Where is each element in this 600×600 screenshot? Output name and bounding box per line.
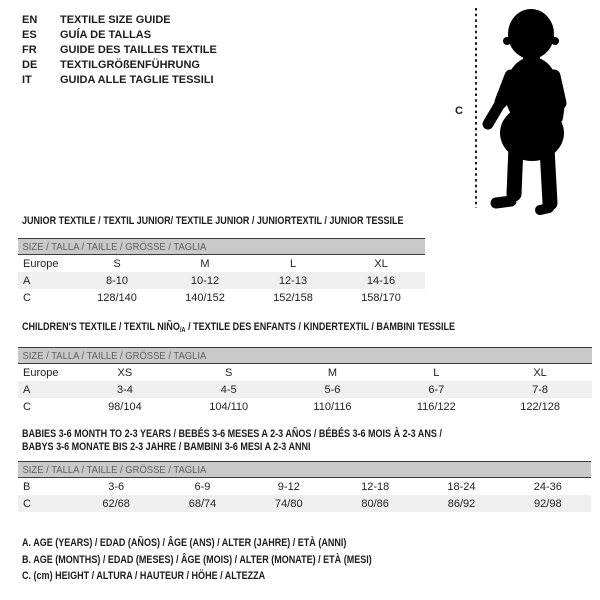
size-cell: S xyxy=(113,257,121,270)
row-label: B xyxy=(23,480,31,493)
size-cell: L xyxy=(289,257,297,270)
lang-text: GUIDE DES TAILLES TEXTILE xyxy=(60,44,217,56)
babies-table-title xyxy=(22,428,534,454)
age-cell: 4-5 xyxy=(220,383,237,396)
height-cell: 80/86 xyxy=(361,497,389,510)
size-cell: XS xyxy=(117,366,133,379)
age-cell: 18-24 xyxy=(447,480,476,493)
lang-text: TEXTILE SIZE GUIDE xyxy=(60,14,171,26)
lang-code: FR xyxy=(22,44,37,56)
height-cell: 152/158 xyxy=(273,291,313,304)
baby-figure xyxy=(448,4,596,216)
table-row xyxy=(18,364,592,381)
row-label: C xyxy=(23,497,31,510)
table-row xyxy=(18,381,592,398)
age-cell: 9-12 xyxy=(277,480,300,493)
age-cell: 5-6 xyxy=(324,383,341,396)
age-cell: 3-4 xyxy=(116,383,133,396)
children-table xyxy=(18,347,592,415)
height-cell: 86/92 xyxy=(447,497,476,510)
lang-code: ES xyxy=(22,29,37,41)
age-cell: 10-12 xyxy=(190,274,220,287)
size-cell: L xyxy=(433,366,440,379)
size-cell: XL xyxy=(533,366,547,379)
age-cell: 12-13 xyxy=(278,274,308,287)
age-cell: 7-8 xyxy=(532,383,549,396)
height-cell: 104/110 xyxy=(209,400,249,413)
title-text: CHILDREN'S TEXTILE / TEXTIL NIÑO xyxy=(22,321,180,333)
size-cell: XL xyxy=(374,257,388,270)
row-label: Europe xyxy=(23,257,59,270)
title-text: / TEXTILE DES ENFANTS / KINDERTEXTIL / BAMBINI TESSILE xyxy=(185,321,456,333)
age-cell: 6-7 xyxy=(428,383,445,396)
children-table-title xyxy=(22,321,455,337)
row-label: A xyxy=(23,383,31,396)
age-cell: 6-9 xyxy=(194,480,211,493)
size-header-band xyxy=(18,347,592,364)
height-label: C xyxy=(455,105,463,117)
age-cell: 12-18 xyxy=(361,480,390,493)
junior-table xyxy=(18,238,425,306)
height-cell: 74/80 xyxy=(275,497,303,510)
height-cell: 116/122 xyxy=(416,400,456,413)
lang-row-fr xyxy=(22,43,217,58)
lang-text: GUIDA ALLE TAGLIE TESSILI xyxy=(60,74,214,86)
table-row xyxy=(18,289,425,306)
lang-row-it xyxy=(22,73,217,88)
row-label: C xyxy=(23,400,31,413)
table-row xyxy=(18,478,591,495)
age-cell: 8-10 xyxy=(105,274,129,287)
note-age-months: B. AGE (MONTHS) / EDAD (MESES) / ÂGE (MOIS) / ALTER (MONATE) / ETÀ (MESI) xyxy=(22,553,372,566)
table-row xyxy=(18,255,425,272)
height-cell: 98/104 xyxy=(108,400,142,413)
size-header-label: SIZE / TALLA / TAILLE / GRÖSSE / TAGLIA xyxy=(22,349,207,362)
lang-row-en xyxy=(22,13,217,28)
size-header-label: SIZE / TALLA / TAILLE / GRÖSSE / TAGLIA xyxy=(22,240,207,253)
lang-text: TEXTILGRÖßENFÜHRUNG xyxy=(60,59,200,71)
height-cell: 68/74 xyxy=(188,497,217,510)
lang-row-de xyxy=(22,58,217,73)
title-subscript: /A xyxy=(179,327,186,334)
height-cell: 110/116 xyxy=(313,400,352,413)
lang-code: EN xyxy=(22,14,38,26)
height-cell: 122/128 xyxy=(520,400,560,413)
note-age-years: A. AGE (YEARS) / EDAD (AÑOS) / ÂGE (ANS) / ALTER (JAHRE) / ETÀ (ANNI) xyxy=(22,537,347,549)
size-cell: S xyxy=(225,366,233,379)
babies-table xyxy=(18,461,591,512)
size-header-band xyxy=(18,238,425,255)
baby-silhouette xyxy=(488,9,564,210)
height-cell: 140/152 xyxy=(185,291,225,304)
size-header-label: SIZE / TALLA / TAILLE / GRÖSSE / TAGLIA xyxy=(22,463,207,476)
lang-code: DE xyxy=(22,59,38,71)
age-cell: 14-16 xyxy=(366,274,396,287)
age-cell: 3-6 xyxy=(108,480,125,493)
size-cell: M xyxy=(200,257,210,270)
table-row xyxy=(18,398,592,415)
lang-text: GUÍA DE TALLAS xyxy=(60,29,152,41)
height-cell: 158/170 xyxy=(361,291,401,304)
lang-row-es xyxy=(22,28,217,43)
legend-notes xyxy=(22,535,449,585)
note-height: C. (cm) HEIGHT / ALTURA / HAUTEUR / HÖHE / ALTEZZA xyxy=(22,570,266,582)
height-cell: 92/98 xyxy=(534,497,562,510)
row-label: Europe xyxy=(23,366,59,379)
title-line-2: BABYS 3-6 MONATE BIS 2-3 JAHRE / BAMBINI 3-6 MESI A 2-3 ANNI xyxy=(22,441,311,453)
height-cell: 62/68 xyxy=(102,497,130,510)
size-header-band xyxy=(18,461,591,478)
lang-code: IT xyxy=(22,74,32,86)
title-line-1: BABIES 3-6 MONTH TO 2-3 YEARS / BEBÉS 3-6 MESES A 2-3 AÑOS / BÉBÉS 3-6 MOIS À 2-3 ANS / xyxy=(22,428,442,440)
junior-table-title: JUNIOR TEXTILE / TEXTIL JUNIOR/ TEXTILE JUNIOR / JUNIORTEXTIL / JUNIOR TESSILE xyxy=(22,215,404,227)
row-label: A xyxy=(23,274,31,287)
age-cell: 24-36 xyxy=(533,480,562,493)
table-row xyxy=(18,272,425,289)
height-cell: 128/140 xyxy=(97,291,137,304)
size-cell: M xyxy=(327,366,338,379)
row-label: C xyxy=(23,291,31,304)
table-row xyxy=(18,495,591,512)
language-list xyxy=(22,13,217,88)
